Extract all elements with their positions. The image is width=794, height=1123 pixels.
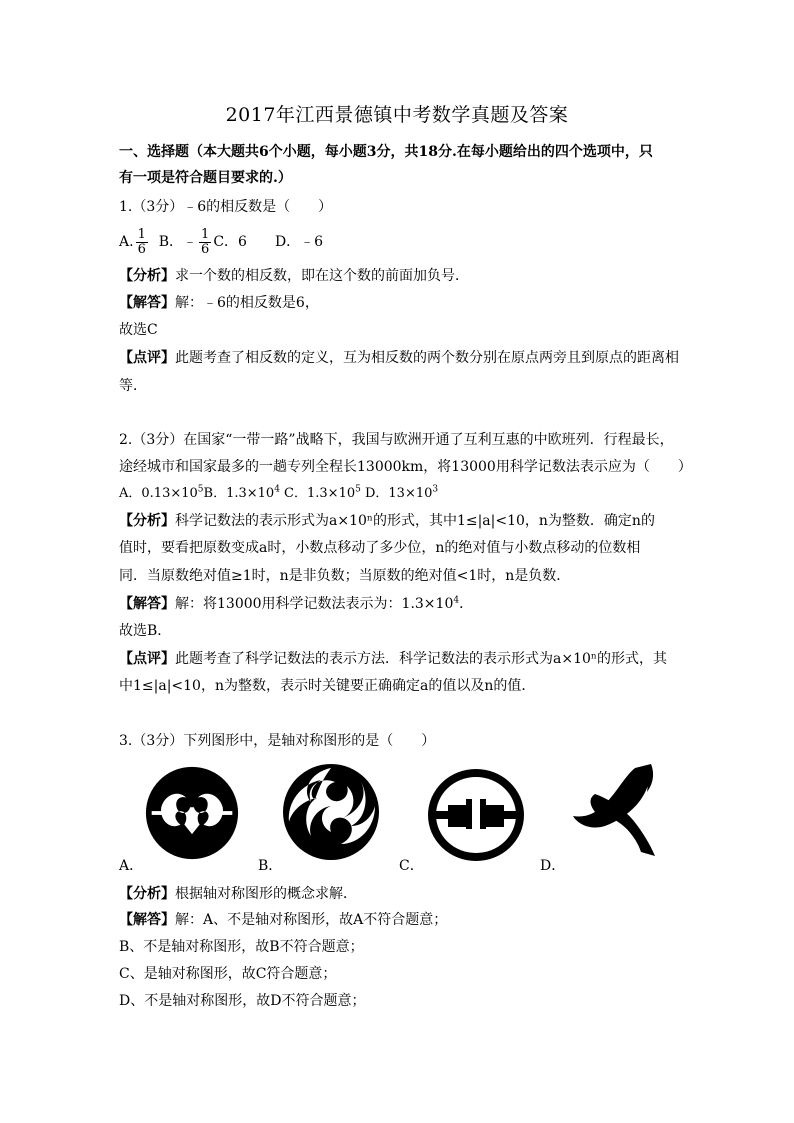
q3-answer-line-4: D、不是轴对称图形，故D不符合题意； (119, 993, 366, 1009)
q1-answer (119, 293, 679, 313)
section-heading-line-1: 一、选择题（本大题共6个小题，每小题3分，共18分.在每小题给出的四个选项中，只 (119, 144, 653, 160)
q2-stem-line-1: 2.（3分）在国家“一带一路”战略下，我国与欧洲开通了互利互惠的中欧班列．行程最长， (119, 432, 674, 448)
q2-option-a-exp: 5 (197, 484, 204, 495)
q2-analysis-line-2: 值时，要看把原数变成a时，小数点移动了多少位，n的绝对值与小数点移动的位数相 (119, 540, 641, 556)
q2-stem-line-2: 途经城市和国家最多的一趟专列全程长13000km，将13000用科学记数法表示应为（ ） (119, 459, 692, 475)
q2-answer (119, 594, 679, 614)
q1-analysis-tag: 【分析】 (119, 268, 175, 284)
q1-comment-text-1: 此题考查了相反数的定义，互为相反数的两个数分别在原点两旁且到原点的距离相 (175, 350, 679, 366)
page-title: 2017年江西景德镇中考数学真题及答案 (225, 104, 569, 126)
q1-comment-line-2: 等． (119, 378, 147, 394)
q3-answer (119, 910, 679, 930)
q2-answer-end: ． (459, 596, 474, 612)
q2-comment-line-2: 中1≤|a|<10，n为整数，表示时关键要正确确定a的值以及n的值． (119, 678, 536, 694)
q2-option-b-exp: 4 (274, 484, 280, 495)
q2-answer-exp: 4 (453, 595, 460, 606)
q1-analysis (119, 266, 679, 286)
q3-answer-text-1: 解：A、不是轴对称图形，故A不符合题意； (175, 912, 448, 928)
q2-comment-text-1: 此题考查了科学记数法的表示方法．科学记数法的表示形式为a×10ⁿ的形式，其 (175, 651, 667, 667)
q2-analysis-text-1: 科学记数法的表示形式为a×10ⁿ的形式，其中1≤|a|<10，n为整数．确定n的 (175, 513, 655, 529)
q2-answer-tag: 【解答】 (119, 596, 175, 612)
q1-option-b-fraction (199, 228, 211, 257)
q1-answer-text: 解：﹣6的相反数是6， (175, 295, 319, 311)
q2-analysis-line-3: 同．当原数绝对值≥1时，n是非负数；当原数的绝对值<1时，n是负数． (119, 568, 571, 584)
logo-a-icon (144, 765, 240, 861)
q1-stem: 1.（3分）﹣6的相反数是（ ） (119, 199, 333, 215)
q3-answer-line-3: C、是轴对称图形，故C符合题意； (119, 966, 337, 982)
q3-label-b: B． (258, 858, 283, 874)
q1-option-a-label: A. (119, 234, 134, 250)
q1-option-b-label: B．﹣ (158, 234, 198, 250)
logo-b-icon (281, 762, 381, 862)
q3-label-d: D． (540, 858, 566, 874)
q3-answer-line-2: B、不是轴对称图形，故B不符合题意； (119, 939, 364, 955)
q3-analysis (119, 884, 679, 904)
q2-comment-tag: 【点评】 (119, 651, 175, 667)
q3-stem: 3.（3分）下列图形中，是轴对称图形的是（ ） (119, 733, 436, 749)
q1-choose: 故选C (119, 322, 158, 338)
q1-option-b-numerator: 1 (201, 226, 210, 242)
q1-option-cd: C．6 D．﹣6 (213, 234, 324, 250)
q2-comment (119, 649, 679, 669)
q1-comment (119, 348, 679, 368)
q2-option-a: A．0.13×10 (119, 486, 198, 501)
q3-answer-tag: 【解答】 (119, 912, 175, 928)
q2-choose: 故选B． (119, 623, 172, 639)
q2-options (119, 484, 679, 504)
q2-answer-text: 解：将13000用科学记数法表示为：1.3×10 (175, 596, 454, 612)
q3-label-c: C． (399, 858, 424, 874)
q2-option-c-exp: 5 (355, 484, 361, 495)
logo-d-icon (565, 764, 665, 860)
section-heading-line-2: 有一项是符合题目要求的.） (119, 170, 292, 186)
q2-option-c: C．1.3×10 (279, 486, 356, 501)
q2-option-d: D．13×10 (360, 486, 433, 501)
q1-option-a-denominator: 6 (137, 241, 146, 257)
q3-label-a: A． (119, 858, 144, 874)
q2-option-b: B．1.3×10 (203, 486, 275, 501)
q3-analysis-text: 根据轴对称图形的概念求解． (175, 886, 357, 902)
q1-analysis-text: 求一个数的相反数，即在这个数的前面加负号． (175, 268, 469, 284)
q1-option-b-denominator: 6 (201, 241, 210, 257)
q3-analysis-tag: 【分析】 (119, 886, 175, 902)
q2-option-d-exp: 3 (432, 484, 439, 495)
q2-analysis-tag: 【分析】 (119, 513, 175, 529)
q1-comment-tag: 【点评】 (119, 350, 175, 366)
q1-option-a-numerator: 1 (137, 226, 146, 242)
q1-answer-tag: 【解答】 (119, 295, 175, 311)
logo-c-icon (426, 767, 526, 863)
q1-option-a-fraction (136, 228, 148, 257)
q1-options (119, 224, 679, 260)
q2-analysis (119, 511, 679, 531)
